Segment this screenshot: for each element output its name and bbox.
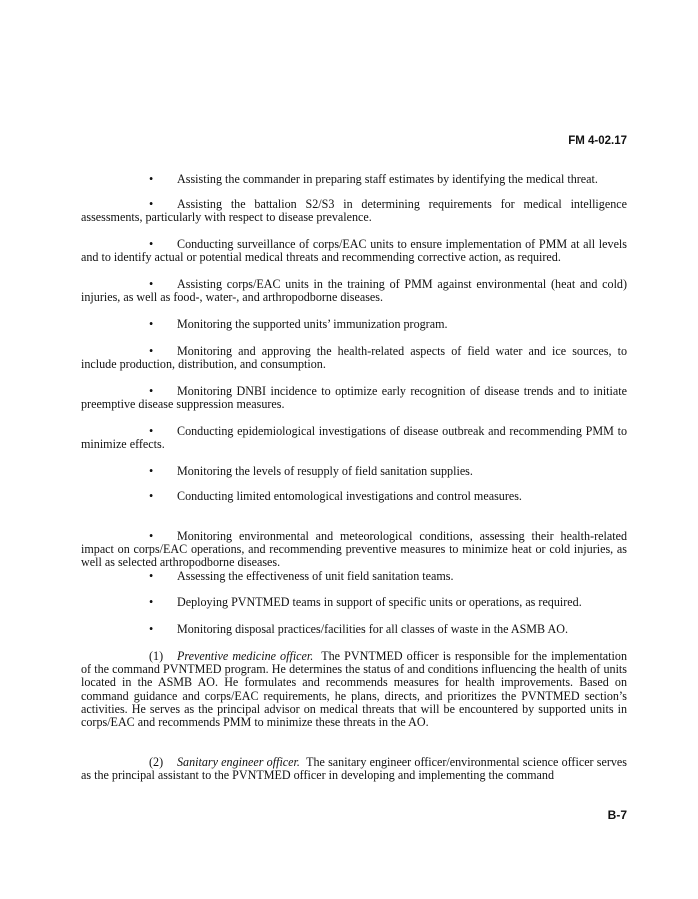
paragraph-preventive-medicine-officer: [81, 650, 627, 729]
bullet-item: [81, 278, 627, 304]
bullet-icon: •: [149, 489, 154, 503]
bullet-icon: •: [149, 317, 154, 331]
bullet-item: [81, 465, 627, 478]
bullet-item: [81, 198, 627, 224]
bullet-text: Assisting the battalion S2/S3 in determining requirements for medical intelligence assessments, particularly with respect to disease prevalence.: [81, 197, 627, 225]
bullet-item: [81, 345, 627, 371]
bullet-icon: •: [149, 529, 154, 543]
paragraph-title: Sanitary engineer officer.: [177, 755, 300, 769]
bullet-text: Assisting the commander in preparing staff estimates by identifying the medical threat.: [177, 172, 598, 186]
paragraph-title: Preventive medicine officer.: [177, 649, 314, 663]
bullet-item: [81, 570, 627, 583]
bullet-text: Monitoring the levels of resupply of field sanitation supplies.: [177, 464, 473, 478]
bullet-icon: •: [149, 237, 154, 251]
bullet-text: Monitoring DNBI incidence to optimize early recognition of disease trends and to initiate preemptive disease suppression measures.: [81, 384, 627, 412]
paragraph-number: (2): [149, 755, 164, 769]
bullet-text: Conducting epidemiological investigations of disease outbreak and recommending PMM to minimize effects.: [81, 424, 627, 452]
paragraph-text: The PVNTMED officer is responsible for the implementation of the command PVNTMED program. He determines the status of and conditions influencing the health of units located in the ASMB AO. He formulates and recommends measures for health improvements. Based on command guidance and corps/EAC requirements, he plans, directs, and prioritizes the PVNTMED section’s activities. He serves as the principal advisor on medical threats that will be encountered by supported units in corps/EAC and recommends PMM to minimize these threats in the AO.: [81, 649, 627, 730]
bullet-text: Monitoring the supported units’ immunization program.: [177, 317, 448, 331]
bullet-item: [81, 385, 627, 411]
bullet-item: [81, 530, 627, 570]
bullet-text: Monitoring and approving the health-related aspects of field water and ice sources, to include production, distribution, and consumption.: [81, 344, 627, 372]
bullet-text: Monitoring disposal practices/facilities for all classes of waste in the ASMB AO.: [177, 622, 568, 636]
page-number: B-7: [607, 808, 627, 822]
bullet-item: [81, 596, 627, 609]
bullet-icon: •: [149, 424, 154, 438]
bullet-icon: •: [149, 622, 154, 636]
bullet-icon: •: [149, 277, 154, 291]
bullet-item: [81, 238, 627, 264]
bullet-text: Assessing the effectiveness of unit field sanitation teams.: [177, 569, 454, 583]
bullet-icon: •: [149, 464, 154, 478]
bullet-text: Assisting corps/EAC units in the training of PMM against environmental (heat and cold) injuries, as well as food-, water-, and arthropodborne diseases.: [81, 277, 627, 305]
bullet-text: Deploying PVNTMED teams in support of specific units or operations, as required.: [177, 595, 582, 609]
bullet-text: Monitoring environmental and meteorological conditions, assessing their health-related impact on corps/EAC operations, and recommending preventive measures to minimize heat or cold injuries, as well as selected arthropodborne diseases.: [81, 529, 627, 570]
paragraph-sanitary-engineer-officer: [81, 756, 627, 782]
bullet-item: [81, 623, 627, 636]
bullet-icon: •: [149, 595, 154, 609]
bullet-item: [81, 173, 627, 186]
paragraph-number: (1): [149, 649, 164, 663]
bullet-text: Conducting surveillance of corps/EAC units to ensure implementation of PMM at all levels and to identify actual or potential medical threats and recommending corrective action, as required.: [81, 237, 627, 265]
bullet-item: [81, 490, 627, 503]
bullet-item: [81, 318, 627, 331]
bullet-text: Conducting limited entomological investigations and control measures.: [177, 489, 522, 503]
document-id-header: FM 4-02.17: [568, 135, 627, 147]
bullet-icon: •: [149, 569, 154, 583]
bullet-icon: •: [149, 197, 154, 211]
bullet-icon: •: [149, 172, 154, 186]
paragraph-text: The sanitary engineer officer/environmental science officer serves as the principal assistant to the PVNTMED officer in developing and implementing the command: [81, 755, 628, 783]
bullet-item: [81, 425, 627, 451]
bullet-icon: •: [149, 384, 154, 398]
bullet-icon: •: [149, 344, 154, 358]
